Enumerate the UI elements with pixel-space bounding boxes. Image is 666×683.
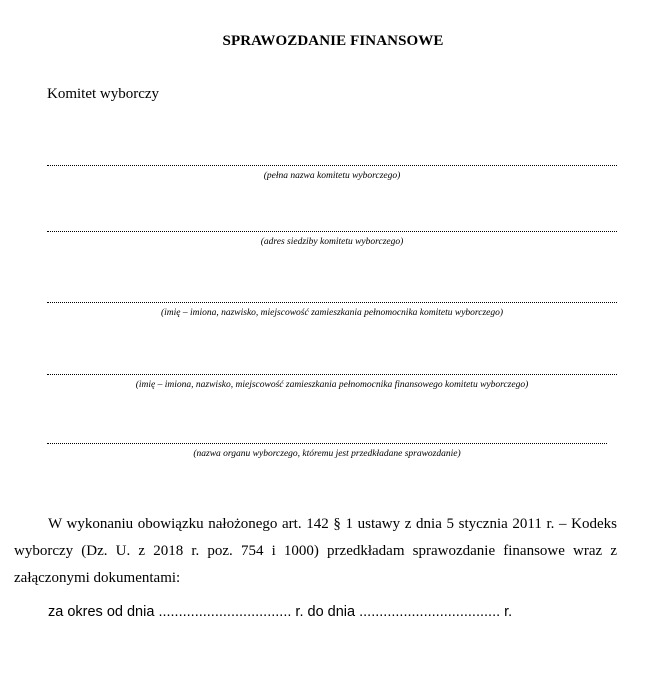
period-to-value: ................................... [359, 604, 501, 620]
committee-name-field [47, 164, 617, 182]
committee-name-dotted-line [47, 164, 617, 166]
committee-representative-field [47, 301, 617, 319]
financial-representative-dotted-line [47, 373, 617, 375]
committee-name-caption: (pełna nazwa komitetu wyborczego) [263, 171, 401, 181]
period-from-value: ................................. [158, 604, 292, 620]
financial-representative-field [47, 373, 617, 391]
electoral-authority-dotted-line [47, 442, 607, 444]
document-title: SPRAWOZDANIE FINANSOWE [222, 33, 444, 49]
period-from-label: za okres od dnia [48, 604, 155, 620]
electoral-authority-caption: (nazwa organu wyborczego, któremu jest przedkładane sprawozdanie) [193, 449, 461, 459]
period-to-suffix: r. [504, 604, 513, 620]
committee-label: Komitet wyborczy [47, 86, 160, 102]
committee-representative-dotted-line [47, 301, 617, 303]
committee-representative-caption: (imię – imiona, nazwisko, miejscowość zamieszkania pełnomocnika komitetu wyborczego) [160, 308, 504, 318]
committee-address-caption: (adres siedziby komitetu wyborczego) [260, 237, 404, 247]
reporting-period-line [48, 604, 512, 620]
committee-address-field [47, 230, 617, 248]
declaration-paragraph: W wykonaniu obowiązku nałożonego art. 142 § 1 ustawy z dnia 5 stycznia 2011 r. – Kodeks wyborczy (Dz. U. z 2018 r. poz. 754 i 1000) przedkładam sprawozdanie finansowe wraz z załączonymi dokumentami: [14, 516, 617, 586]
committee-address-dotted-line [47, 230, 617, 232]
financial-representative-caption: (imię – imiona, nazwisko, miejscowość zamieszkania pełnomocnika finansowego komitetu wyborczego) [135, 380, 529, 390]
electoral-authority-field [47, 442, 607, 460]
period-from-suffix: r. do dnia [295, 604, 356, 620]
